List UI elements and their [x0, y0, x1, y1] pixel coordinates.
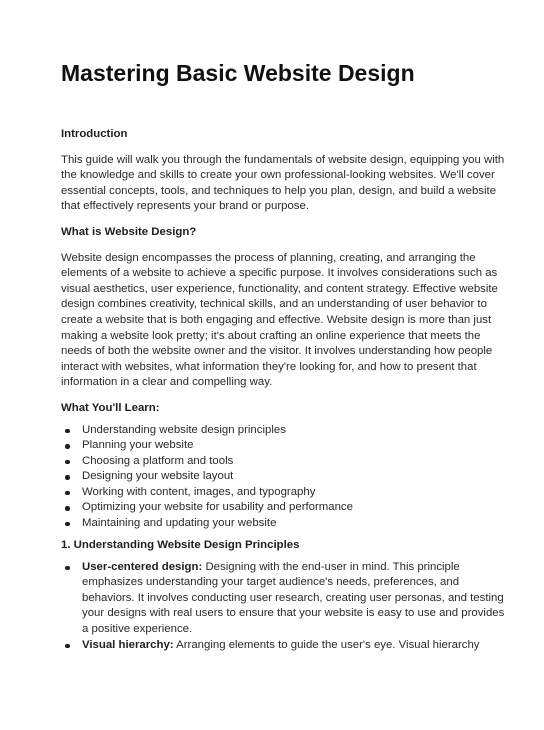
list-item: Choosing a platform and tools — [61, 454, 505, 470]
introduction-heading: Introduction — [61, 128, 128, 140]
principle-item — [61, 638, 505, 654]
list-item: Optimizing your website for usability and performance — [61, 500, 505, 516]
what-is-paragraph: Website design encompasses the process of planning, creating, and arranging the elements of a website to achieve a specific purpose. It involves considerations such as visual aesthetics, user experience, functionality, and content strategy. Effective website design combines creativity, technical skills, and an understanding of user behavior to create a website that is both engaging and effective. Website design is more than just making a website look pretty; it's about crafting an online experience that meets the needs of both the website owner and the visitor. It involves understanding how people interact with websites, what information they're looking for, and how to present that information in a clear and compelling way. — [61, 251, 498, 389]
principle-text: Arranging elements to guide the user's eye. Visual hierarchy — [176, 638, 480, 651]
list-item: Designing your website layout — [61, 469, 505, 485]
list-item: Understanding website design principles — [61, 423, 505, 439]
what-is-heading: What is Website Design? — [61, 225, 197, 238]
document-title: Mastering Basic Website Design — [61, 60, 415, 86]
principle-text: Designing with the end-user in mind. This principle emphasizes understanding your target audience's needs, preferences, and behaviors. It involves conducting user research, creating user personas, and testing your designs with real users to ensure that your website is easy to use and provides a positive experience. — [82, 560, 505, 635]
introduction-paragraph: This guide will walk you through the fundamentals of website design, equipping you with the knowledge and skills to create your own professional-looking websites. We'll cover essential concepts, tools, and techniques to help you plan, design, and build a website that effectively represents your brand or purpose. — [61, 153, 505, 213]
principle-term: Visual hierarchy: — [82, 638, 174, 651]
principles-heading: 1. Understanding Website Design Principles — [61, 539, 300, 551]
list-item: Planning your website — [61, 438, 505, 454]
principle-item — [61, 560, 505, 638]
learn-list — [61, 423, 505, 532]
list-item: Maintaining and updating your website — [61, 516, 505, 532]
learn-heading: What You'll Learn: — [61, 401, 160, 414]
principles-list — [61, 560, 505, 654]
principle-term: User-centered design: — [82, 560, 203, 573]
document-page — [61, 58, 505, 653]
list-item: Working with content, images, and typography — [61, 485, 505, 501]
